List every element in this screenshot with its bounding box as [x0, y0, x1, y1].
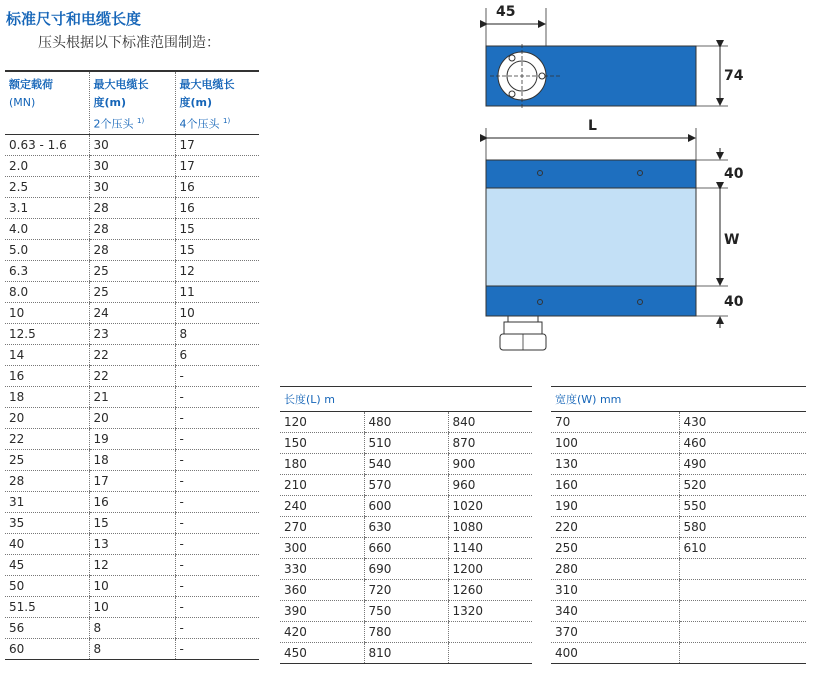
- table-cell: 11: [175, 281, 259, 302]
- table-cell: 610: [679, 538, 806, 559]
- table-cell: 10: [89, 596, 175, 617]
- table-cell: 5.0: [5, 239, 89, 260]
- table-row: [5, 470, 259, 491]
- table-row: [280, 517, 532, 538]
- table-row: [551, 454, 806, 475]
- table-cell: 600: [364, 496, 448, 517]
- table-cell: [679, 559, 806, 580]
- table-cell: [679, 580, 806, 601]
- table-cell: 780: [364, 622, 448, 643]
- table-cell: 100: [551, 433, 679, 454]
- table-row: [5, 218, 259, 239]
- table-cell: 1320: [448, 601, 532, 622]
- table-cell: 460: [679, 433, 806, 454]
- table-row: [280, 538, 532, 559]
- table-cell: 30: [89, 176, 175, 197]
- table-cell: 250: [551, 538, 679, 559]
- page-subtitle: 压头根据以下标准范围制造：: [38, 35, 220, 51]
- table-row: [551, 622, 806, 643]
- table-cell: -: [175, 596, 259, 617]
- table-cell: 8: [89, 617, 175, 638]
- table-cell: 4.0: [5, 218, 89, 239]
- table-cell: 390: [280, 601, 364, 622]
- dim-length-L: L: [588, 118, 597, 134]
- table-cell: 0.63 - 1.6: [5, 134, 89, 155]
- table-cell: 810: [364, 643, 448, 664]
- table-cell: 10: [175, 302, 259, 323]
- table-cell: 330: [280, 559, 364, 580]
- table-row: [551, 538, 806, 559]
- table-cell: -: [175, 617, 259, 638]
- table-row: [551, 517, 806, 538]
- table-cell: 490: [679, 454, 806, 475]
- table-row: [551, 475, 806, 496]
- table-row: [5, 260, 259, 281]
- table-cell: 190: [551, 496, 679, 517]
- table-cell: 22: [89, 344, 175, 365]
- table-cell: 300: [280, 538, 364, 559]
- table-cell: 21: [89, 386, 175, 407]
- table-cell: 50: [5, 575, 89, 596]
- table-row: [5, 302, 259, 323]
- table-cell: 6: [175, 344, 259, 365]
- length-table-body: [280, 412, 532, 664]
- length-table: [280, 386, 532, 664]
- table-cell: 23: [89, 323, 175, 344]
- table-cell: 2.0: [5, 155, 89, 176]
- table-cell: 130: [551, 454, 679, 475]
- hydraulic-connector: [500, 316, 546, 350]
- table-cell: [679, 601, 806, 622]
- table-cell: 12.5: [5, 323, 89, 344]
- dim-edge-top-40: 40: [724, 166, 744, 182]
- table-cell: 51.5: [5, 596, 89, 617]
- table-cell: [448, 622, 532, 643]
- table-cell: -: [175, 386, 259, 407]
- table-cell: 960: [448, 475, 532, 496]
- table-cell: 450: [280, 643, 364, 664]
- table-row: [551, 559, 806, 580]
- table-row: [5, 554, 259, 575]
- table-row: [5, 407, 259, 428]
- table-cell: [448, 643, 532, 664]
- table-cell: 370: [551, 622, 679, 643]
- table-cell: 15: [89, 512, 175, 533]
- table-row: [5, 638, 259, 659]
- table-cell: 28: [5, 470, 89, 491]
- table-cell: 2.5: [5, 176, 89, 197]
- table-cell: 720: [364, 580, 448, 601]
- length-table-header: 长度(L) m: [280, 387, 532, 412]
- table-cell: 56: [5, 617, 89, 638]
- table-row: [5, 512, 259, 533]
- width-table: [551, 386, 806, 664]
- table-row: [280, 496, 532, 517]
- table-cell: 480: [364, 412, 448, 433]
- table-cell: 840: [448, 412, 532, 433]
- table-cell: 16: [175, 176, 259, 197]
- table-cell: 25: [89, 260, 175, 281]
- table-cell: 18: [89, 449, 175, 470]
- table-cell: 22: [89, 365, 175, 386]
- width-table-body: [551, 412, 806, 664]
- table-cell: 420: [280, 622, 364, 643]
- table-cell: 15: [175, 218, 259, 239]
- table-cell: -: [175, 470, 259, 491]
- table-cell: 6.3: [5, 260, 89, 281]
- table-row: [5, 449, 259, 470]
- plan-top-strip: [486, 160, 696, 188]
- table-cell: 210: [280, 475, 364, 496]
- table-cell: 1140: [448, 538, 532, 559]
- table-row: [551, 601, 806, 622]
- dim-edge-bottom-40: 40: [724, 294, 744, 310]
- table-cell: 16: [89, 491, 175, 512]
- table-cell: 17: [175, 134, 259, 155]
- table-cell: 30: [89, 155, 175, 176]
- table-cell: 16: [175, 197, 259, 218]
- table-cell: 630: [364, 517, 448, 538]
- load-table-body: [5, 134, 259, 659]
- table-cell: 8: [89, 638, 175, 659]
- table-row: [280, 412, 532, 433]
- table-cell: 40: [5, 533, 89, 554]
- table-row: [5, 344, 259, 365]
- table-row: [280, 454, 532, 475]
- table-cell: 660: [364, 538, 448, 559]
- dim-width-W: W: [724, 232, 740, 248]
- plan-pressure-area: [486, 188, 696, 286]
- table-cell: 30: [89, 134, 175, 155]
- plan-bottom-strip: [486, 286, 696, 316]
- table-cell: 870: [448, 433, 532, 454]
- load-table-header: [5, 71, 259, 134]
- table-cell: 120: [280, 412, 364, 433]
- table-cell: 60: [5, 638, 89, 659]
- table-cell: 13: [89, 533, 175, 554]
- table-row: [5, 323, 259, 344]
- table-cell: -: [175, 533, 259, 554]
- table-row: [551, 643, 806, 664]
- page-title: 标准尺寸和电缆长度: [6, 10, 142, 28]
- table-cell: 25: [89, 281, 175, 302]
- table-cell: 400: [551, 643, 679, 664]
- table-cell: [679, 643, 806, 664]
- table-cell: 17: [175, 155, 259, 176]
- table-cell: 750: [364, 601, 448, 622]
- table-cell: 8: [175, 323, 259, 344]
- table-cell: 17: [89, 470, 175, 491]
- table-row: [280, 475, 532, 496]
- table-cell: 19: [89, 428, 175, 449]
- table-cell: 8.0: [5, 281, 89, 302]
- table-cell: 580: [679, 517, 806, 538]
- table-cell: 28: [89, 218, 175, 239]
- table-row: [5, 533, 259, 554]
- flat-jack-drawing: [470, 0, 770, 370]
- table-cell: -: [175, 365, 259, 386]
- table-row: [5, 281, 259, 302]
- dim-height-74: 74: [724, 68, 744, 84]
- width-table-header: 宽度(W) mm: [551, 387, 806, 412]
- table-cell: 510: [364, 433, 448, 454]
- table-row: [280, 433, 532, 454]
- table-row: [5, 386, 259, 407]
- table-row: [5, 134, 259, 155]
- table-cell: 31: [5, 491, 89, 512]
- table-cell: 70: [551, 412, 679, 433]
- table-row: [280, 580, 532, 601]
- table-row: [280, 643, 532, 664]
- table-row: [551, 580, 806, 601]
- table-cell: 270: [280, 517, 364, 538]
- table-cell: 310: [551, 580, 679, 601]
- table-cell: 220: [551, 517, 679, 538]
- header-rated-load: 额定载荷 (MN): [5, 71, 89, 134]
- table-cell: 20: [5, 407, 89, 428]
- table-cell: -: [175, 554, 259, 575]
- table-cell: 15: [175, 239, 259, 260]
- table-cell: 1200: [448, 559, 532, 580]
- table-cell: 45: [5, 554, 89, 575]
- table-cell: 25: [5, 449, 89, 470]
- table-cell: 900: [448, 454, 532, 475]
- table-cell: 240: [280, 496, 364, 517]
- table-cell: 12: [89, 554, 175, 575]
- table-cell: 28: [89, 197, 175, 218]
- table-row: [551, 412, 806, 433]
- table-cell: -: [175, 575, 259, 596]
- table-cell: 22: [5, 428, 89, 449]
- table-row: [551, 433, 806, 454]
- table-cell: 340: [551, 601, 679, 622]
- table-row: [551, 496, 806, 517]
- table-cell: 14: [5, 344, 89, 365]
- table-row: [280, 622, 532, 643]
- table-row: [280, 601, 532, 622]
- table-row: [5, 197, 259, 218]
- table-cell: 28: [89, 239, 175, 260]
- table-cell: 24: [89, 302, 175, 323]
- table-cell: 35: [5, 512, 89, 533]
- table-cell: 360: [280, 580, 364, 601]
- table-cell: 160: [551, 475, 679, 496]
- table-row: [280, 559, 532, 580]
- table-cell: 10: [89, 575, 175, 596]
- table-cell: 150: [280, 433, 364, 454]
- table-row: [5, 491, 259, 512]
- table-cell: 550: [679, 496, 806, 517]
- table-cell: 12: [175, 260, 259, 281]
- table-row: [5, 239, 259, 260]
- table-cell: 180: [280, 454, 364, 475]
- table-cell: [679, 622, 806, 643]
- dim-width-45: 45: [496, 4, 516, 20]
- table-cell: 20: [89, 407, 175, 428]
- load-capacity-table: [5, 70, 259, 660]
- table-cell: 18: [5, 386, 89, 407]
- table-cell: 570: [364, 475, 448, 496]
- table-cell: -: [175, 638, 259, 659]
- table-cell: 280: [551, 559, 679, 580]
- table-row: [5, 575, 259, 596]
- header-cable-4: 最大电缆长 度(m) 4个压头 $^{1)}$: [175, 71, 259, 134]
- table-cell: -: [175, 449, 259, 470]
- table-cell: 520: [679, 475, 806, 496]
- table-row: [5, 365, 259, 386]
- table-cell: 1260: [448, 580, 532, 601]
- table-row: [5, 155, 259, 176]
- table-cell: 540: [364, 454, 448, 475]
- table-cell: 1020: [448, 496, 532, 517]
- table-row: [5, 596, 259, 617]
- header-cable-2: 最大电缆长 度(m) 2个压头 $^{1)}$: [89, 71, 175, 134]
- table-row: [5, 176, 259, 197]
- table-cell: 10: [5, 302, 89, 323]
- table-cell: -: [175, 491, 259, 512]
- table-row: [5, 428, 259, 449]
- table-row: [5, 617, 259, 638]
- table-cell: -: [175, 512, 259, 533]
- table-cell: 3.1: [5, 197, 89, 218]
- table-cell: -: [175, 407, 259, 428]
- table-cell: 16: [5, 365, 89, 386]
- table-cell: -: [175, 428, 259, 449]
- table-cell: 690: [364, 559, 448, 580]
- table-cell: 1080: [448, 517, 532, 538]
- table-cell: 430: [679, 412, 806, 433]
